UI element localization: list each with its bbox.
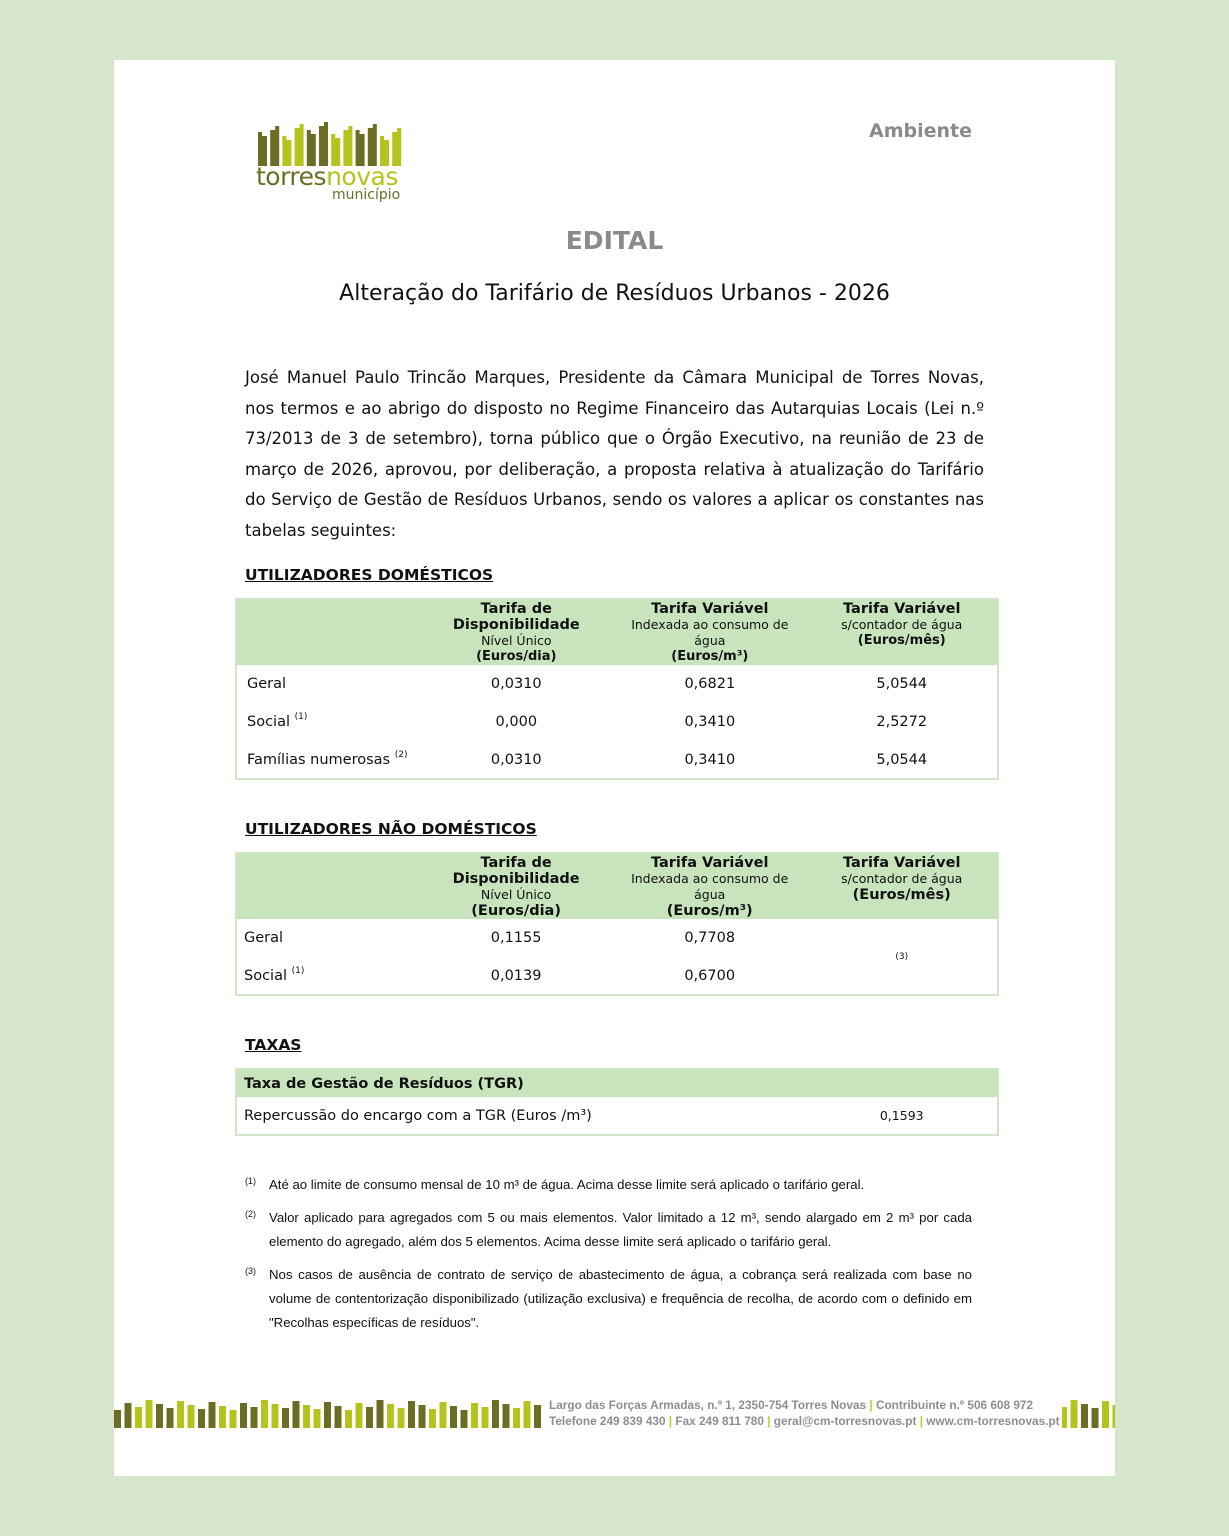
header-empty bbox=[236, 853, 419, 919]
col-availability: Tarifa de Disponibilidade Nível Único (Euros/dia) bbox=[419, 599, 613, 665]
table-row bbox=[236, 919, 998, 957]
cell-value: 0,6700 bbox=[684, 967, 736, 984]
row-label: Repercussão do encargo com a TGR (Euros /m³) bbox=[244, 1107, 592, 1124]
table-row bbox=[236, 703, 998, 741]
cell-value: 2,5272 bbox=[876, 714, 928, 730]
table-row bbox=[236, 665, 998, 703]
logo-text: torresnovas bbox=[256, 162, 398, 191]
nondomestic-table bbox=[235, 852, 999, 996]
document-title: EDITAL bbox=[565, 226, 664, 255]
header-empty bbox=[236, 599, 419, 665]
cell-value: 0,7708 bbox=[684, 930, 736, 946]
col-availability: Tarifa de Disponibilidade Nível Único (Euros/dia) bbox=[419, 853, 613, 919]
cell-value: 0,1593 bbox=[879, 1108, 924, 1123]
logo-subtitle: município bbox=[332, 187, 401, 203]
cell-value: 5,0544 bbox=[876, 676, 928, 692]
intro-paragraph: José Manuel Paulo Trincão Marques, Presidente da Câmara Municipal de Torres Novas, nos termos e ao abrigo do disposto no Regime Financeiro das Autarquias Locais (Lei n.º 73/2013 de 3 de setembro), torna público que o Órgão Executivo, na reunião de 23 de março de 2026, aprovou, por deliberação, a proposta relativa à atualização do Tarifário do Serviço de Gestão de Resíduos Urbanos, sendo os valores a aplicar os constantes nas tabelas seguintes: bbox=[245, 368, 984, 540]
taxes-heading: TAXAS bbox=[245, 1036, 302, 1054]
cell-value: 0,3410 bbox=[684, 751, 736, 768]
nondomestic-heading: UTILIZADORES NÃO DOMÉSTICOS bbox=[245, 820, 537, 838]
cell-value: 0,3410 bbox=[684, 714, 736, 730]
col-variable-no-meter: Tarifa Variável s/contador de água (Euros/mês) bbox=[806, 853, 998, 919]
document-subtitle: Alteração do Tarifário de Resíduos Urbanos - 2026 bbox=[339, 281, 890, 306]
cell-value: 0,1155 bbox=[490, 930, 542, 946]
table-row bbox=[236, 741, 998, 779]
footnote: (1) Até ao limite de consumo mensal de 10 m³ de água. Acima desse limite será aplicado o tarifário geral. bbox=[245, 1176, 865, 1192]
row-label: Geral bbox=[247, 676, 287, 692]
row-label: Social $^{(1)}$ bbox=[247, 712, 308, 730]
col-variable-indexed: Tarifa Variável Indexada ao consumo de água (Euros/m³) bbox=[613, 853, 806, 919]
row-label: Geral bbox=[244, 930, 284, 946]
footnote: (3) Nos casos de ausência de contrato de serviço de abastecimento de água, a cobrança será realizada com base no volume de contentorização disponibilizado (utilização exclusiva) e frequência de recolha, de acordo com o definido em "Recolhas específicas de resíduos". bbox=[245, 1266, 972, 1330]
cell-value: 0,6821 bbox=[684, 676, 736, 692]
domestic-heading: UTILIZADORES DOMÉSTICOS bbox=[245, 566, 494, 584]
cell-value: 0,0139 bbox=[490, 967, 542, 984]
cell-value: 0,000 bbox=[495, 714, 538, 730]
domestic-table bbox=[235, 598, 999, 780]
row-label: Social $^{(1)}$ bbox=[244, 965, 305, 984]
cell-value: 0,0310 bbox=[490, 751, 542, 768]
row-label: Famílias numerosas $^{(2)}$ bbox=[247, 749, 408, 768]
cell-value: 5,0544 bbox=[876, 751, 928, 768]
taxes-table bbox=[235, 1068, 999, 1136]
table-row bbox=[236, 1097, 998, 1135]
footnote: (2) Valor aplicado para agregados com 5 ou mais elementos. Valor limitado a 12 m³, sendo alargado em 2 m³ por cada elemento do agregado, além dos 5 elementos. Acima desse limite será aplicado o tarifário geral. bbox=[245, 1209, 972, 1249]
footer-contacts: Largo das Forças Armadas, n.º 1, 2350-754 Torres Novas | Contribuinte n.º 506 608 972 Telefone 249 839 430 | Fax 249 811 780 | geral@cm-torresnovas.pt | www.cm-torresnovas.pt bbox=[549, 1398, 1060, 1428]
col-variable-no-meter: Tarifa Variável s/contador de água (Euros/mês) bbox=[807, 599, 999, 665]
footnote-ref-3: (3) bbox=[895, 951, 909, 962]
section-label: Ambiente bbox=[869, 120, 972, 142]
cell-value: 0,0310 bbox=[490, 676, 542, 692]
footnotes bbox=[245, 1173, 972, 1344]
taxes-table-title: Taxa de Gestão de Resíduos (TGR) bbox=[236, 1069, 998, 1097]
col-variable-indexed: Tarifa Variável Indexada ao consumo de água (Euros/m³) bbox=[613, 599, 806, 665]
document-page bbox=[114, 60, 1115, 1476]
